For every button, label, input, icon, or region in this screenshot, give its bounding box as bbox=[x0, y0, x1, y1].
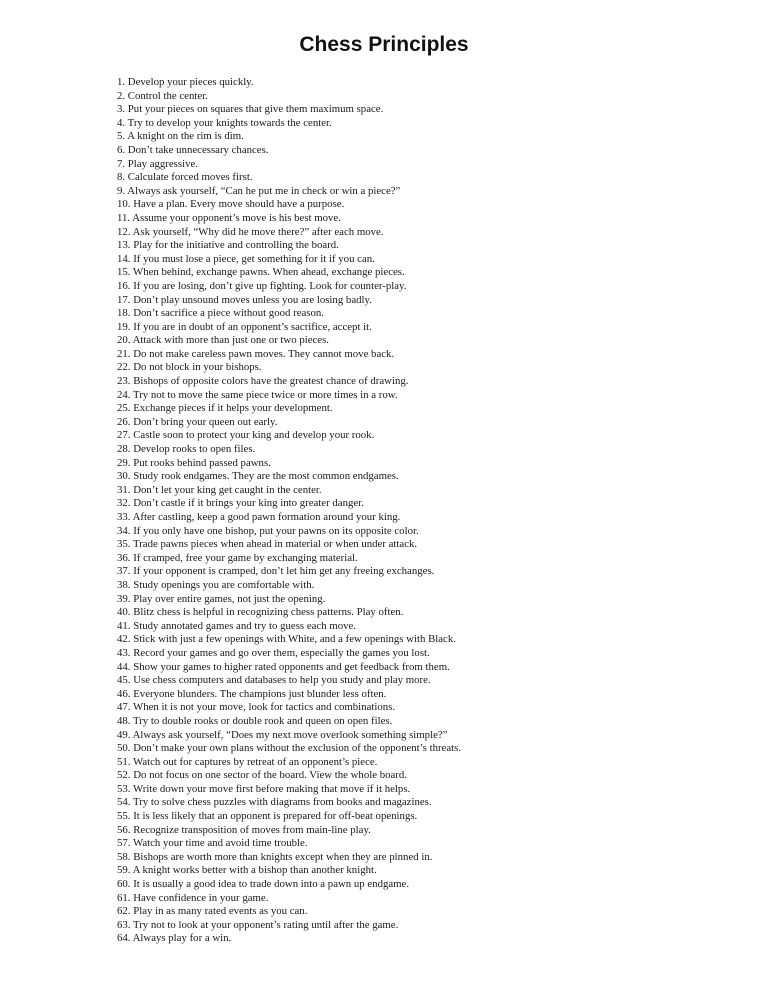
principle-item: 47. When it is not your move, look for tactics and combinations. bbox=[117, 701, 396, 714]
principle-item: 10. Have a plan. Every move should have a purpose. bbox=[117, 198, 345, 211]
principle-item: 55. It is less likely that an opponent is prepared for off-beat openings. bbox=[117, 810, 418, 823]
principle-item: 28. Develop rooks to open files. bbox=[117, 443, 256, 456]
principle-item: 48. Try to double rooks or double rook and queen on open files. bbox=[117, 714, 393, 727]
document-title: Chess Principles bbox=[299, 33, 469, 56]
principle-item: 24. Try not to move the same piece twice or more times in a row. bbox=[117, 388, 398, 401]
principle-item: 45. Use chess computers and databases to help you study and play more. bbox=[117, 674, 431, 687]
principle-item: 7. Play aggressive. bbox=[117, 157, 198, 170]
principle-item: 22. Do not block in your bishops. bbox=[117, 361, 262, 374]
principle-item: 2. Control the center. bbox=[117, 89, 208, 102]
principle-item: 5. A knight on the rim is dim. bbox=[117, 130, 244, 143]
principle-item: 62. Play in as many rated events as you can. bbox=[117, 905, 308, 918]
principle-item: 39. Play over entire games, not just the opening. bbox=[117, 592, 326, 605]
principle-item: 9. Always ask yourself, “Can he put me in check or win a piece?” bbox=[117, 184, 401, 197]
principle-item: 57. Watch your time and avoid time trouble. bbox=[117, 837, 308, 850]
principle-item: 14. If you must lose a piece, get something for it if you can. bbox=[117, 252, 375, 265]
principle-item: 8. Calculate forced moves first. bbox=[117, 171, 253, 184]
principle-item: 61. Have confidence in your game. bbox=[117, 891, 269, 904]
principle-item: 58. Bishops are worth more than knights except when they are pinned in. bbox=[117, 850, 433, 863]
principle-item: 20. Attack with more than just one or two pieces. bbox=[117, 334, 329, 347]
principle-item: 52. Do not focus on one sector of the board. View the whole board. bbox=[117, 769, 407, 782]
principle-item: 23. Bishops of opposite colors have the greatest chance of drawing. bbox=[117, 375, 409, 388]
principle-item: 60. It is usually a good idea to trade down into a pawn up endgame. bbox=[117, 878, 410, 891]
principle-item: 1. Develop your pieces quickly. bbox=[117, 76, 254, 88]
principle-item: 16. If you are losing, don’t give up fighting. Look for counter-play. bbox=[117, 279, 407, 292]
principle-item: 19. If you are in doubt of an opponent’s sacrifice, accept it. bbox=[117, 320, 372, 333]
principle-item: 12. Ask yourself, “Why did he move there?” after each move. bbox=[117, 225, 384, 238]
principle-item: 50. Don’t make your own plans without the exclusion of the opponent’s threats. bbox=[117, 742, 462, 755]
principle-item: 59. A knight works better with a bishop than another knight. bbox=[117, 864, 377, 877]
principle-item: 43. Record your games and go over them, especially the games you lost. bbox=[117, 646, 430, 659]
principle-item: 51. Watch out for captures by retreat of an opponent’s piece. bbox=[117, 755, 378, 768]
principle-item: 53. Write down your move first before making that move if it helps. bbox=[117, 782, 411, 795]
principle-item: 41. Study annotated games and try to guess each move. bbox=[117, 619, 356, 632]
principle-item: 35. Trade pawns pieces when ahead in material or when under attack. bbox=[117, 538, 418, 551]
principle-item: 15. When behind, exchange pawns. When ahead, exchange pieces. bbox=[117, 266, 405, 279]
principle-item: 30. Study rook endgames. They are the most common endgames. bbox=[117, 470, 399, 483]
principle-item: 31. Don’t let your king get caught in the center. bbox=[117, 483, 322, 496]
principle-item: 3. Put your pieces on squares that give them maximum space. bbox=[117, 103, 384, 116]
principle-item: 40. Blitz chess is helpful in recognizing chess patterns. Play often. bbox=[117, 606, 404, 619]
principle-item: 54. Try to solve chess puzzles with diagrams from books and magazines. bbox=[117, 796, 432, 809]
principle-item: 26. Don’t bring your queen out early. bbox=[117, 415, 278, 428]
principle-item: 64. Always play for a win. bbox=[117, 932, 232, 945]
principle-item: 21. Do not make careless pawn moves. They cannot move back. bbox=[117, 347, 395, 360]
principle-item: 34. If you only have one bishop, put your pawns on its opposite color. bbox=[117, 524, 419, 537]
principle-item: 38. Study openings you are comfortable with. bbox=[117, 578, 315, 591]
principle-item: 49. Always ask yourself, “Does my next move overlook something simple?” bbox=[117, 728, 448, 741]
principle-item: 44. Show your games to higher rated opponents and get feedback from them. bbox=[117, 660, 450, 673]
principle-item: 6. Don’t take unnecessary chances. bbox=[117, 143, 269, 156]
principle-item: 56. Recognize transposition of moves from main-line play. bbox=[117, 823, 371, 836]
principle-item: 32. Don’t castle if it brings your king into greater danger. bbox=[117, 497, 364, 510]
principle-item: 46. Everyone blunders. The champions just blunder less often. bbox=[117, 687, 387, 700]
principle-item: 17. Don’t play unsound moves unless you are losing badly. bbox=[117, 293, 372, 306]
principle-item: 13. Play for the initiative and controlling the board. bbox=[117, 239, 339, 252]
principle-item: 4. Try to develop your knights towards the center. bbox=[117, 116, 332, 129]
principle-item: 63. Try not to look at your opponent’s rating until after the game. bbox=[117, 918, 399, 931]
principle-item: 29. Put rooks behind passed pawns. bbox=[117, 456, 271, 469]
principle-item: 37. If your opponent is cramped, don’t let him get any freeing exchanges. bbox=[117, 565, 435, 578]
principles-list bbox=[117, 76, 757, 946]
principle-item: 27. Castle soon to protect your king and develop your rook. bbox=[117, 429, 375, 442]
principle-item: 11. Assume your opponent’s move is his best move. bbox=[117, 211, 341, 224]
principle-item: 33. After castling, keep a good pawn formation around your king. bbox=[117, 511, 401, 523]
principle-item: 25. Exchange pieces if it helps your development. bbox=[117, 402, 333, 415]
principle-item: 18. Don’t sacrifice a piece without good reason. bbox=[117, 307, 324, 320]
principle-item: 36. If cramped, free your game by exchanging material. bbox=[117, 551, 358, 564]
principle-item: 42. Stick with just a few openings with White, and a few openings with Black. bbox=[117, 633, 456, 646]
